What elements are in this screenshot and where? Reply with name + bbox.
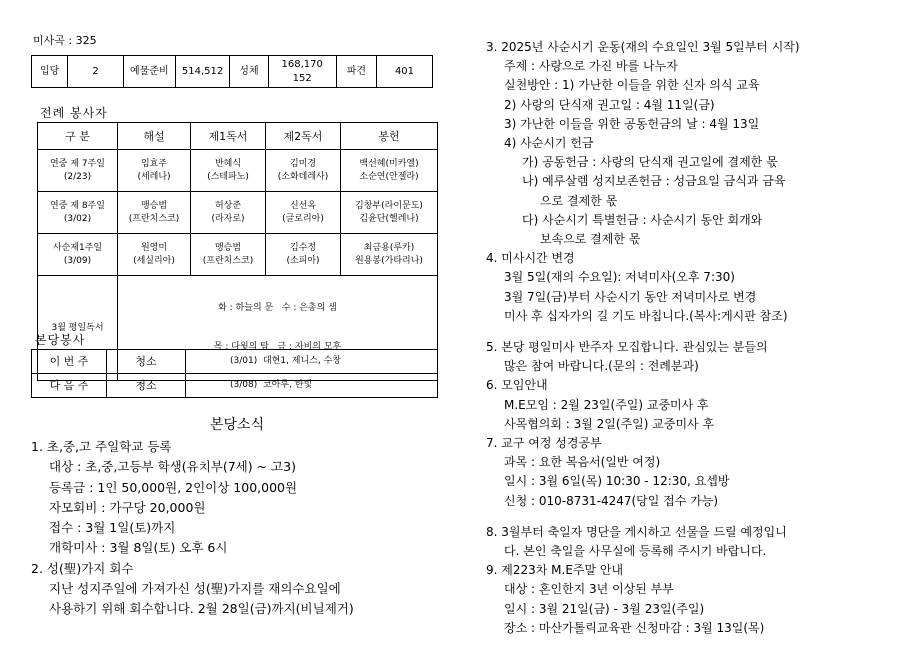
table-row (32, 374, 438, 398)
notice-line: 주제 : 사랑으로 가진 바를 나누자 (504, 59, 678, 74)
table-row (38, 192, 438, 234)
service-task: 청소 (107, 374, 186, 398)
offering-name-1: 김창부(라이문도) (355, 200, 423, 211)
notice-line: 사용하기 위해 회수합니다. 2월 28일(금)까지(비닐제거) (49, 601, 354, 617)
notice-line: 가) 공동헌금 : 사랑의 단식재 권고일에 결제한 몫 (522, 155, 778, 170)
reading1-baptismal: (라자로) (211, 213, 245, 224)
header-commentary: 해설 (118, 123, 191, 150)
hymn-table (31, 55, 433, 88)
header-category: 구 분 (38, 123, 118, 150)
row-date: (3/02) (63, 213, 92, 224)
offering-name-2: 김윤단(헬레나) (359, 213, 419, 224)
notice-line: 나) 예루살렘 성지보존헌금 : 성금요일 금식과 금육 (522, 174, 786, 189)
notice-line: 4) 사순시기 헌금 (504, 136, 594, 151)
notice-heading: 2. 성(聖)가지 회수 (31, 560, 134, 576)
notice-line: 3) 가난한 이들을 위한 공동헌금의 날 : 4월 13일 (504, 116, 760, 131)
entrance-label: 입당 (32, 56, 68, 88)
notice-heading: 9. 제223차 M.E주말 안내 (486, 563, 624, 578)
communion-number (268, 56, 336, 88)
notice-heading: 4. 미사시간 변경 (486, 251, 575, 266)
service-week: 다 음 주 (32, 374, 107, 398)
notice-line: 으로 결제한 몫 (540, 193, 618, 208)
main-service-table (31, 349, 438, 398)
header-offering: 봉헌 (341, 123, 438, 150)
commentary-name: 원영미 (140, 242, 168, 253)
notice-line: 사목협의회 : 3월 2일(주일) 교중미사 후 (504, 416, 715, 431)
notice-line: 많은 참여 바랍니다.(문의 : 전례분과) (504, 359, 699, 374)
offering-name-1: 백선혜(미카엘) (359, 158, 419, 169)
notice-line: 개학미사 : 3월 8일(토) 오후 6시 (49, 540, 228, 556)
row-date: (2/23) (63, 171, 92, 182)
reading1-name: 맹승범 (214, 242, 242, 253)
notice-line: 일시 : 3월 6일(목) 10:30 - 12:30, 요셉방 (504, 474, 730, 489)
header-reading1: 제1독서 (191, 123, 266, 150)
offering-name-1: 최금용(루카) (363, 242, 415, 253)
dismissal-label: 파견 (336, 56, 376, 88)
notice-line: 2) 사랑의 단식재 권고일 : 4월 11일(금) (504, 97, 715, 112)
reading2-name: 김수정 (289, 242, 317, 253)
offering-name-2: 원용봉(가타리나) (355, 255, 423, 266)
notice-line: 신청 : 010-8731-4247(당일 접수 가능) (504, 493, 719, 508)
service-detail: (3/08) 코아루, 한빛 (186, 374, 438, 398)
right-notices (486, 38, 800, 638)
reading2-baptismal: (소피아) (286, 255, 320, 266)
notice-line: 대상 : 초,중,고등부 학생(유치부(7세) ~ 고3) (49, 459, 296, 475)
communion-number-1: 168,170 (281, 58, 323, 70)
notice-line: 미사 후 십자가의 길 기도 바칩니다.(복사:게시판 참조) (504, 308, 788, 323)
notice-line: 일시 : 3월 21일(금) - 3월 23일(주일) (504, 601, 705, 616)
notice-line: 3월 7일(금)부터 사순시기 동안 저녁미사로 변경 (504, 289, 757, 304)
main-service-title: 본당봉사 (35, 333, 86, 347)
offertory-number: 514,512 (175, 56, 230, 88)
notice-heading: 8. 3월부터 축일자 명단을 게시하고 선물을 드릴 예정입니 (486, 524, 787, 539)
notice-line: 실천방안 : 1) 가난한 이들을 위한 신자 의식 교육 (504, 78, 760, 93)
notice-line: 3월 5일(재의 수요일): 저녁미사(오후 7:30) (504, 270, 735, 285)
notice-heading: 1. 초,중,고 주일학교 등록 (31, 439, 172, 454)
left-notices (31, 437, 354, 620)
commentary-baptismal: (세레나) (137, 171, 171, 182)
commentary-baptismal: (세실리아) (133, 255, 175, 266)
notice-line: 지난 성지주일에 가져가신 성(聖)가지를 재의수요일에 (49, 581, 341, 597)
notice-line: 보속으로 결제한 몫 (540, 232, 641, 247)
notice-line: 등록금 : 1인 50,000원, 2인이상 100,000원 (49, 479, 298, 495)
commentary-baptismal: (프란치스코) (128, 213, 180, 224)
dismissal-number: 401 (376, 56, 432, 88)
notice-heading: 6. 모임안내 (486, 378, 548, 393)
liturgy-title: 전례 봉사자 (40, 106, 108, 120)
row-date: (3/09) (63, 255, 92, 266)
table-row (32, 350, 438, 374)
reading1-name: 반혜식 (214, 158, 242, 169)
table-row (38, 150, 438, 192)
entrance-number: 2 (68, 56, 124, 88)
offertory-label: 예물준비 (123, 56, 175, 88)
notice-line: 장소 : 마산가톨릭교육관 신청마감 : 3월 13일(목) (504, 620, 765, 635)
notice-heading: 5. 본당 평일미사 반주자 모집합니다. 관심있는 분들의 (486, 340, 768, 355)
weekday-reading-line1: 화 : 하늘의 문 수 : 은총의 샘 (218, 303, 337, 313)
news-title: 본당소식 (210, 417, 265, 433)
service-task: 청소 (107, 350, 186, 374)
service-week: 이 번 주 (32, 350, 107, 374)
header-reading2: 제2독서 (266, 123, 341, 150)
notice-line: 대상 : 혼인한지 3년 이상된 부부 (504, 582, 674, 597)
commentary-name: 맹승범 (140, 200, 168, 211)
commentary-name: 임효주 (140, 158, 168, 169)
notice-line: 과목 : 요한 복음서(일반 여정) (504, 455, 661, 470)
reading1-baptismal: (스테파노) (207, 171, 249, 182)
table-row (38, 234, 438, 276)
reading2-name: 신선옥 (289, 200, 317, 211)
communion-label: 성체 (230, 56, 268, 88)
reading2-baptismal: (글로리아) (282, 213, 324, 224)
reading2-baptismal: (소화데레사) (277, 171, 329, 182)
reading2-name: 김미경 (289, 158, 317, 169)
notice-line: 다. 본인 축일을 사무실에 등록해 주시기 바랍니다. (504, 544, 767, 559)
notice-heading: 7. 교구 여정 성경공부 (486, 436, 602, 451)
notice-line: 자모회비 : 가구당 20,000원 (49, 499, 206, 515)
reading1-name: 허상준 (214, 200, 242, 211)
weekday-reading-line2: 목 : 다윗의 탑 금 : 자비의 모후 (213, 342, 342, 352)
notice-line: 접수 : 3월 1일(토)까지 (49, 520, 176, 536)
service-detail: (3/01) 대현1, 제니스, 수창 (186, 350, 438, 374)
offering-name-2: 소순연(안젤라) (359, 171, 419, 182)
notice-line: M.E모임 : 2월 23일(주일) 교중미사 후 (504, 397, 709, 412)
row-date-label: 연중 제 7주일 (50, 158, 105, 169)
row-date-label: 사순제1주일 (52, 242, 103, 253)
reading1-baptismal: (프란치스코) (202, 255, 254, 266)
communion-number-2: 152 (292, 72, 312, 84)
row-date-label: 연중 제 8주일 (50, 200, 105, 211)
notice-line: 다) 사순시기 특별헌금 : 사순시기 동안 회개와 (522, 212, 763, 227)
liturgy-table (37, 122, 438, 381)
notice-heading: 3. 2025년 사순시기 운동(재의 수요일인 3월 5일부터 시작) (486, 40, 800, 54)
mass-book-number: 미사곡 : 325 (33, 34, 97, 47)
weekday-reading-label: 3월 평일독서 (38, 276, 118, 381)
